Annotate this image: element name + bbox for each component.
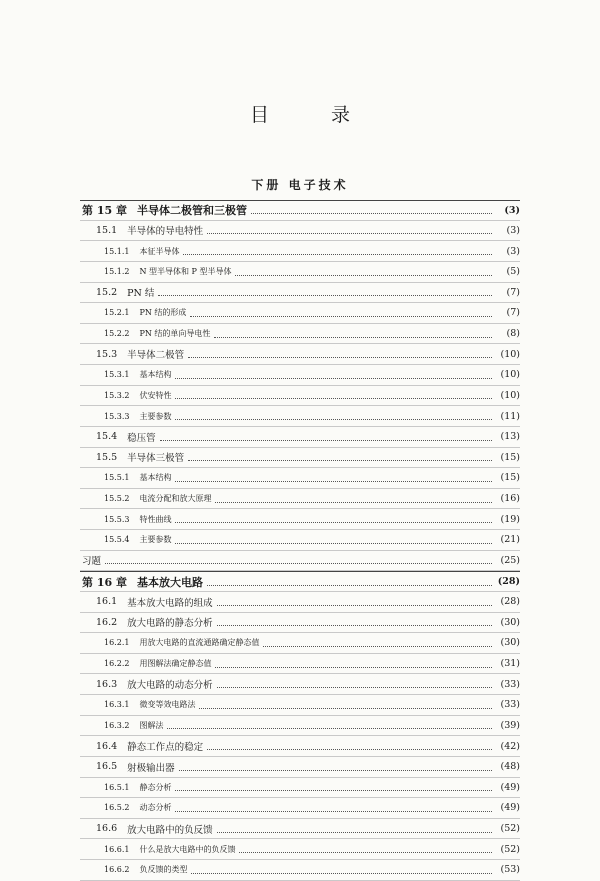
toc-entry-title: 基本放大电路: [136, 575, 203, 589]
toc-entry-number: 15.3.2: [104, 390, 130, 400]
dot-leader: [215, 501, 492, 503]
dot-leader: [175, 397, 492, 399]
toc-entry-title: 伏安特性: [139, 390, 172, 400]
toc-entry-title: PN 结: [127, 288, 155, 300]
dot-leader: [175, 377, 492, 379]
toc-section-row[interactable]: [80, 468, 520, 489]
toc-section-row[interactable]: [80, 860, 520, 881]
toc-entry-number: 15.2: [96, 286, 118, 298]
dot-leader: [235, 274, 492, 276]
toc-entry-number: 15.4: [96, 431, 118, 443]
dot-leader: [207, 584, 492, 586]
toc-entry-number: 15.3: [96, 348, 118, 360]
toc-entry-page: (7): [506, 286, 520, 298]
toc-entry-title: PN 结的单向导电性: [139, 329, 211, 339]
toc-entry-page: (19): [500, 513, 520, 525]
toc-entry-page: (5): [506, 266, 520, 278]
dot-leader: [183, 253, 492, 255]
dot-leader: [188, 459, 492, 461]
toc-entry-title: 微变等效电路法: [139, 700, 196, 710]
toc-entry-page: (49): [500, 802, 520, 814]
toc-entry-number: 16.4: [96, 740, 118, 752]
toc-entry-page: (48): [500, 761, 520, 773]
toc-entry-title: 图解法: [139, 720, 164, 730]
toc-section-row[interactable]: [80, 798, 520, 819]
table-of-contents: [80, 200, 520, 881]
toc-section-row[interactable]: [80, 365, 520, 386]
toc-entry-page: (30): [500, 616, 520, 628]
dot-leader: [217, 624, 492, 626]
toc-entry-title: 半导体三极管: [127, 453, 185, 465]
toc-entry-title: 负反馈的类型: [139, 865, 188, 875]
toc-entry-title: 主要参数: [139, 411, 172, 421]
dot-leader: [215, 666, 492, 668]
toc-section-row[interactable]: [80, 448, 520, 469]
toc-entry-title: 基本结构: [139, 370, 172, 380]
dot-leader: [105, 562, 492, 564]
toc-entry-number: 15.2.2: [104, 329, 130, 339]
toc-entry-page: (3): [506, 224, 520, 236]
dot-leader: [158, 294, 492, 296]
toc-entry-title: 半导体二极管和三极管: [136, 204, 247, 218]
toc-entry-number: 第 15 章: [82, 204, 127, 218]
toc-entry-number: 15.3.1: [104, 370, 130, 380]
toc-entry-page: (28): [500, 596, 520, 608]
toc-section-row[interactable]: [80, 716, 520, 737]
toc-entry-page: (16): [500, 493, 520, 505]
dot-leader: [167, 727, 492, 729]
toc-section-row[interactable]: [80, 386, 520, 407]
dot-leader: [217, 831, 492, 833]
toc-section-row[interactable]: [80, 509, 520, 530]
toc-entry-title: 放大电路的静态分析: [127, 618, 213, 630]
toc-entry-number: 15.1: [96, 224, 118, 236]
toc-entry-number: 15.5.2: [104, 494, 130, 504]
toc-entry-title: 本征半导体: [139, 246, 180, 256]
toc-section-row[interactable]: [80, 283, 520, 304]
toc-section-row[interactable]: [80, 530, 520, 551]
toc-entry-title: 什么是放大电路中的负反馈: [139, 844, 236, 854]
toc-entry-page: (52): [500, 823, 520, 835]
dot-leader: [251, 212, 492, 214]
toc-entry-page: (10): [500, 369, 520, 381]
dot-leader: [217, 604, 492, 606]
toc-entry-title: 半导体的导电特性: [127, 226, 204, 238]
toc-entry-page: (21): [500, 534, 520, 546]
toc-section-row[interactable]: [80, 221, 520, 242]
toc-entry-page: (15): [500, 451, 520, 463]
toc-entry-title: 静态分析: [139, 782, 172, 792]
toc-entry-number: 16.3.2: [104, 720, 130, 730]
toc-section-row[interactable]: [80, 489, 520, 510]
toc-section-row[interactable]: [80, 633, 520, 654]
toc-entry-title: N 型半导体和 P 型半导体: [139, 267, 232, 277]
toc-entry-number: 16.3.1: [104, 700, 130, 710]
toc-chapter-row[interactable]: [80, 571, 520, 592]
toc-entry-number: 15.5.1: [104, 473, 130, 483]
toc-entry-number: 15.3.3: [104, 411, 130, 421]
toc-entry-number: 16.2.2: [104, 659, 130, 669]
toc-entry-number: 16.2.1: [104, 638, 130, 648]
toc-entry-number: 第 16 章: [82, 575, 127, 589]
toc-entry-title: 特性曲线: [139, 514, 172, 524]
toc-entry-title: 习题: [82, 556, 102, 568]
toc-entry-number: 16.6.1: [104, 844, 130, 854]
section-title: 下册 电子技术: [251, 178, 349, 192]
toc-entry-title: 用图解法确定静态值: [139, 659, 212, 669]
toc-entry-title: 动态分析: [139, 803, 172, 813]
toc-chapter-row[interactable]: [80, 200, 520, 221]
toc-entry-number: 16.5.2: [104, 803, 130, 813]
toc-entry-page: (15): [500, 472, 520, 484]
dot-leader: [207, 232, 492, 234]
toc-entry-page: (13): [500, 431, 520, 443]
dot-leader: [263, 645, 492, 647]
dot-leader: [214, 336, 492, 338]
toc-section-row[interactable]: [80, 427, 520, 448]
dot-leader: [175, 810, 492, 812]
toc-section-row[interactable]: [80, 324, 520, 345]
dot-leader: [190, 315, 492, 317]
toc-entry-page: (52): [500, 843, 520, 855]
toc-section-row[interactable]: [80, 674, 520, 695]
dot-leader: [175, 521, 492, 523]
toc-entry-page: (10): [500, 389, 520, 401]
toc-entry-number: 16.2: [96, 616, 118, 628]
dot-leader: [239, 851, 492, 853]
toc-entry-number: 16.3: [96, 678, 118, 690]
toc-section-row[interactable]: [80, 819, 520, 840]
toc-section-row[interactable]: [80, 406, 520, 427]
toc-entry-page: (42): [500, 740, 520, 752]
dot-leader: [217, 686, 492, 688]
toc-entry-number: 15.5.3: [104, 514, 130, 524]
toc-entry-page: (33): [500, 699, 520, 711]
toc-entry-title: PN 结的形成: [139, 308, 187, 318]
toc-entry-number: 15.5: [96, 451, 118, 463]
toc-entry-title: 用放大电路的直流通路确定静态值: [139, 638, 260, 648]
dot-leader: [199, 707, 492, 709]
toc-entry-title: 放大电路的动态分析: [127, 680, 213, 692]
toc-entry-page: (25): [500, 554, 520, 566]
toc-entry-title: 基本结构: [139, 473, 172, 483]
toc-section-row[interactable]: [80, 695, 520, 716]
dot-leader: [160, 439, 492, 441]
toc-section-row[interactable]: [80, 592, 520, 613]
toc-entry-number: 15.5.4: [104, 535, 130, 545]
toc-entry-number: 16.6: [96, 823, 118, 835]
toc-entry-title: 半导体二极管: [127, 350, 185, 362]
toc-entry-title: 基本放大电路的组成: [127, 597, 213, 609]
toc-entry-page: (49): [500, 781, 520, 793]
dot-leader: [175, 789, 492, 791]
toc-section-row[interactable]: [80, 344, 520, 365]
toc-entry-number: 16.5: [96, 761, 118, 773]
toc-entry-number: 16.1: [96, 596, 118, 608]
toc-entry-title: 放大电路中的负反馈: [127, 824, 213, 836]
dot-leader: [207, 748, 492, 750]
toc-section-row[interactable]: [80, 778, 520, 799]
toc-entry-page: (10): [500, 348, 520, 360]
toc-section-row[interactable]: [80, 757, 520, 778]
dot-leader: [175, 542, 492, 544]
dot-leader: [179, 769, 492, 771]
dot-leader: [191, 872, 492, 874]
toc-section-row[interactable]: [80, 303, 520, 324]
dot-leader: [175, 480, 492, 482]
toc-entry-page: (8): [506, 328, 520, 340]
toc-entry-title: 静态工作点的稳定: [127, 742, 204, 754]
toc-entry-page: (39): [500, 719, 520, 731]
toc-entry-title: 稳压管: [127, 432, 156, 444]
toc-entry-page: (28): [497, 576, 520, 588]
toc-entry-page: (11): [500, 410, 520, 422]
toc-entry-title: 射极输出器: [127, 762, 175, 774]
toc-entry-page: (7): [506, 307, 520, 319]
toc-section-row[interactable]: [80, 613, 520, 634]
toc-entry-page: (3): [504, 204, 520, 216]
toc-entry-number: 16.5.1: [104, 782, 130, 792]
toc-section-row[interactable]: [80, 241, 520, 262]
toc-entry-number: 15.2.1: [104, 308, 130, 318]
toc-entry-number: 15.1.1: [104, 246, 130, 256]
toc-entry-title: 电流分配和放大原理: [139, 494, 212, 504]
toc-section-row[interactable]: [80, 736, 520, 757]
toc-entry-page: (53): [500, 864, 520, 876]
toc-entry-page: (30): [500, 637, 520, 649]
toc-entry-page: (33): [500, 678, 520, 690]
page-title: 目 录: [249, 104, 379, 126]
toc-exercise-row[interactable]: [80, 551, 520, 572]
toc-section-row[interactable]: [80, 654, 520, 675]
toc-entry-title: 主要参数: [139, 535, 172, 545]
toc-entry-number: 15.1.2: [104, 267, 130, 277]
toc-entry-page: (3): [506, 245, 520, 257]
dot-leader: [188, 356, 492, 358]
dot-leader: [175, 418, 492, 420]
toc-section-row[interactable]: [80, 262, 520, 283]
toc-entry-page: (31): [500, 658, 520, 670]
toc-entry-number: 16.6.2: [104, 865, 130, 875]
